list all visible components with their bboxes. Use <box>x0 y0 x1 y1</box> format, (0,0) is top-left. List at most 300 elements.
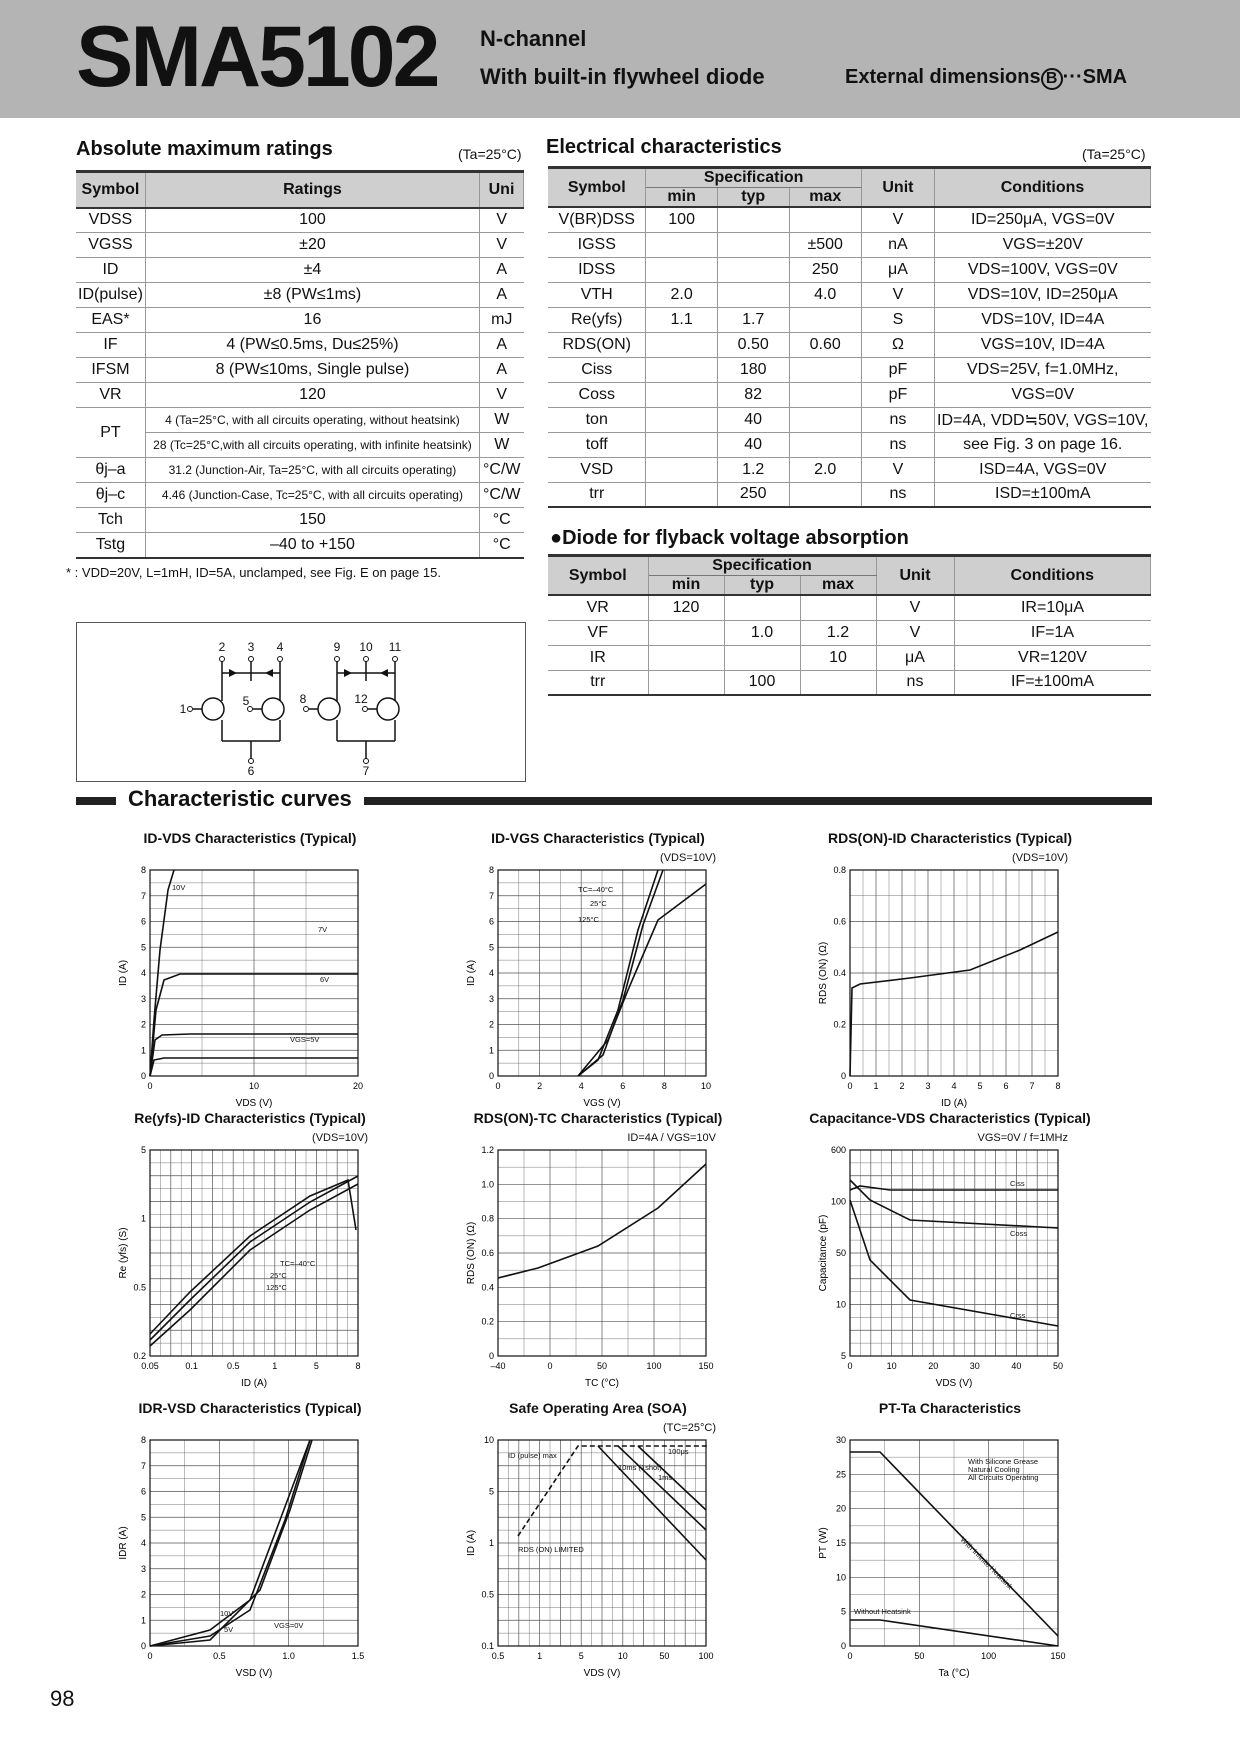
x-tick-label: 20 <box>352 1081 364 1091</box>
spec-cell <box>789 207 861 232</box>
curves-bar-left <box>76 797 116 805</box>
spec-cell: ID=250μA, VGS=0V <box>935 207 1151 232</box>
x-tick-label: 10 <box>700 1081 712 1091</box>
x-tick-label: 2 <box>537 1081 543 1091</box>
amr-note: * : VDD=20V, L=1mH, ID=5A, unclamped, see Fig. E on page 15. <box>66 565 441 580</box>
y-tick-label: 10 <box>835 1299 846 1310</box>
curve-label: TC=–40°C <box>280 1259 316 1268</box>
spec-cell: μA <box>876 645 954 670</box>
spec-row <box>548 482 1151 507</box>
spec-cell: trr <box>548 482 646 507</box>
y-axis-label: RDS (ON) (Ω) <box>818 941 829 1005</box>
x-tick-label: 0.05 <box>141 1361 159 1371</box>
spec-cell: 1.2 <box>717 457 789 482</box>
y-tick-label: 0.1 <box>481 1641 494 1651</box>
amr-cell: V <box>480 233 524 258</box>
spec-cell: S <box>861 307 934 332</box>
y-tick-label: 0 <box>840 1071 846 1081</box>
x-tick-label: 0 <box>847 1361 853 1371</box>
spec-cell: ISD=±100mA <box>935 482 1151 507</box>
amr-row <box>76 358 524 383</box>
curve-label: 5V <box>224 1625 234 1634</box>
curve-label: Without Heatsink <box>854 1607 911 1616</box>
ec-title: Electrical characteristics <box>546 136 782 158</box>
x-axis-label: VDS (V) <box>235 1098 273 1109</box>
amr-cond: (Ta=25°C) <box>458 146 522 162</box>
amr-cell: VR <box>76 383 145 408</box>
x-tick-label: 50 <box>1052 1361 1064 1371</box>
y-tick-label: 5 <box>840 1606 846 1617</box>
diode-h-typ: typ <box>724 576 800 596</box>
chart-svg <box>458 1434 726 1690</box>
chart-svg <box>110 1144 378 1400</box>
diode-h-spec: Specification <box>648 556 876 576</box>
curve-label: VGS=5V <box>290 1035 320 1044</box>
y-tick-label: 0 <box>140 1641 146 1651</box>
spec-cell <box>717 282 789 307</box>
x-tick-label: 0 <box>847 1651 853 1661</box>
spec-row <box>548 457 1151 482</box>
curve-label: 10V <box>220 1609 234 1618</box>
x-tick-label: –40 <box>490 1361 506 1371</box>
spec-cell: ns <box>876 670 954 695</box>
chart-title: Safe Operating Area (SOA) <box>509 1400 687 1416</box>
spec-row <box>548 282 1151 307</box>
spec-cell: 1.1 <box>646 307 717 332</box>
amr-cell: Tch <box>76 508 145 533</box>
ext-label: External dimensions <box>845 66 1041 88</box>
spec-cell: ±500 <box>789 232 861 257</box>
y-tick-label: 30 <box>835 1435 846 1445</box>
x-tick-label: 150 <box>1050 1651 1066 1661</box>
chart-title: Capacitance-VDS Characteristics (Typical) <box>809 1110 1091 1126</box>
spec-cell: Ciss <box>548 357 646 382</box>
spec-row <box>548 332 1151 357</box>
amr-cell: W <box>480 408 524 433</box>
spec-cell <box>800 595 876 620</box>
amr-row <box>76 283 524 308</box>
circuit-diagram <box>76 622 526 782</box>
chart-title: RDS(ON)-TC Characteristics (Typical) <box>473 1110 723 1126</box>
y-tick-label: 0.4 <box>833 968 846 978</box>
amr-cell: °C/W <box>480 458 524 483</box>
x-tick-label: 5 <box>313 1361 319 1371</box>
amr-row <box>76 383 524 408</box>
spec-cell: toff <box>548 432 646 457</box>
y-tick-label: 7 <box>140 890 146 901</box>
amr-cell: V <box>480 208 524 233</box>
x-tick-label: 0.5 <box>213 1651 226 1661</box>
pin-label: 9 <box>333 640 341 654</box>
y-axis-label: ID (A) <box>118 959 129 987</box>
spec-cell: VDS=100V, VGS=0V <box>935 257 1151 282</box>
amr-row <box>76 508 524 533</box>
amr-row <box>76 258 524 283</box>
spec-cell <box>789 382 861 407</box>
spec-cell <box>648 620 724 645</box>
x-tick-label: 4 <box>578 1081 584 1091</box>
diode-table <box>548 554 1151 696</box>
spec-cell: 100 <box>724 670 800 695</box>
spec-cell: VTH <box>548 282 646 307</box>
y-tick-label: 0 <box>140 1071 146 1081</box>
amr-cell: V <box>480 383 524 408</box>
spec-cell: VDS=10V, ID=250μA <box>935 282 1151 307</box>
amr-cell: Tstg <box>76 533 145 558</box>
amr-h-unit: Uni <box>480 172 524 208</box>
spec-row <box>548 307 1151 332</box>
x-axis-label: ID (A) <box>940 1098 968 1109</box>
pin-label: 4 <box>276 640 284 654</box>
pin-label: 6 <box>247 764 255 778</box>
pin-label: 2 <box>218 640 226 654</box>
spec-cell: Ω <box>861 332 934 357</box>
amr-cell: IF <box>76 333 145 358</box>
pin-label: 5 <box>242 694 250 708</box>
y-tick-label: 0.5 <box>481 1589 494 1600</box>
spec-cell: VSD <box>548 457 646 482</box>
spec-cell: ID=4A, VDD≒50V, VGS=10V, <box>935 407 1151 432</box>
ec-h-unit: Unit <box>861 168 934 208</box>
spec-cell: IR <box>548 645 648 670</box>
y-tick-label: 0.8 <box>833 865 846 875</box>
spec-cell: V <box>861 457 934 482</box>
y-tick-label: 15 <box>835 1538 846 1548</box>
x-tick-label: 3 <box>925 1081 931 1091</box>
curve-label: VGS=0V <box>274 1621 304 1630</box>
x-axis-label: VDS (V) <box>583 1668 621 1679</box>
x-tick-label: 8 <box>1055 1081 1061 1091</box>
spec-cell: ISD=4A, VGS=0V <box>935 457 1151 482</box>
y-tick-label: 1.0 <box>481 1179 494 1190</box>
spec-row <box>548 232 1151 257</box>
curve-label: 1ms <box>658 1473 673 1482</box>
curve-label: With Infinite Heatsink <box>958 1535 1015 1592</box>
y-axis-label: PT (W) <box>818 1527 829 1559</box>
amr-cell: ±8 (PW≤1ms) <box>145 283 479 308</box>
spec-cell: IDSS <box>548 257 646 282</box>
curve-label: 10V <box>172 883 186 892</box>
diode-h-min: min <box>648 576 724 596</box>
amr-cell: °C/W <box>480 483 524 508</box>
ec-table <box>548 166 1151 508</box>
ec-h-min: min <box>646 188 717 208</box>
amr-cell: 4 (Ta=25°C, with all circuits operating, without heatsink) <box>145 408 479 433</box>
spec-cell: 4.0 <box>789 282 861 307</box>
amr-cell: –40 to +150 <box>145 533 479 558</box>
x-tick-label: 40 <box>1011 1361 1022 1371</box>
x-tick-label: 50 <box>914 1651 925 1661</box>
chart-svg <box>110 1434 378 1690</box>
amr-cell: ±20 <box>145 233 479 258</box>
spec-cell: 1.2 <box>800 620 876 645</box>
spec-cell: 82 <box>717 382 789 407</box>
ec-cond: (Ta=25°C) <box>1082 146 1146 162</box>
curve-label: 10ms (1shot) <box>618 1463 662 1472</box>
pin-label: 11 <box>388 640 402 654</box>
spec-cell: V <box>861 282 934 307</box>
spec-row <box>548 382 1151 407</box>
amr-cell: A <box>480 333 524 358</box>
spec-cell: 10 <box>800 645 876 670</box>
page-number: 98 <box>50 1686 75 1711</box>
amr-cell: 120 <box>145 383 479 408</box>
curve-label: TC=–40°C <box>578 885 614 894</box>
spec-cell: 2.0 <box>646 282 717 307</box>
spec-cell <box>646 432 717 457</box>
y-tick-label: 600 <box>830 1145 846 1155</box>
chart-title: RDS(ON)-ID Characteristics (Typical) <box>827 830 1072 846</box>
y-tick-label: 5 <box>140 1145 146 1155</box>
amr-cell: VGSS <box>76 233 145 258</box>
x-tick-label: 10 <box>617 1651 628 1661</box>
spec-cell: nA <box>861 232 934 257</box>
y-tick-label: 7 <box>140 1460 146 1471</box>
y-tick-label: 5 <box>840 1351 846 1361</box>
spec-cell <box>717 207 789 232</box>
spec-cell <box>789 407 861 432</box>
ext-package: ···SMA <box>1062 66 1128 88</box>
y-tick-label: 0.6 <box>481 1248 494 1258</box>
x-tick-label: 150 <box>698 1361 714 1371</box>
amr-cell: θj–c <box>76 483 145 508</box>
amr-cell: 16 <box>145 308 479 333</box>
spec-cell: pF <box>861 357 934 382</box>
y-tick-label: 8 <box>140 865 146 875</box>
y-tick-label: 1.2 <box>481 1145 494 1155</box>
diode-h-cond: Conditions <box>954 556 1151 596</box>
chart-svg <box>810 864 1078 1120</box>
y-tick-label: 20 <box>835 1503 846 1514</box>
spec-cell <box>789 432 861 457</box>
spec-cell <box>646 407 717 432</box>
y-tick-label: 4 <box>140 1538 146 1548</box>
amr-cell: A <box>480 258 524 283</box>
x-tick-label: 1 <box>537 1651 543 1661</box>
external-dimensions <box>845 66 1127 90</box>
curve-label: 125°C <box>578 915 599 924</box>
spec-cell: 2.0 <box>789 457 861 482</box>
amr-cell: ±4 <box>145 258 479 283</box>
spec-row <box>548 595 1151 620</box>
x-tick-label: 1 <box>272 1361 278 1371</box>
spec-cell: IF=±100mA <box>954 670 1151 695</box>
y-axis-label: Re (yfs) (S) <box>118 1227 129 1279</box>
amr-cell: EAS* <box>76 308 145 333</box>
curve-label: 125°C <box>266 1283 287 1292</box>
chart-svg <box>110 864 378 1120</box>
y-tick-label: 50 <box>835 1248 846 1258</box>
chart-conditions: ID=4A / VGS=10V <box>627 1132 716 1144</box>
amr-row <box>76 233 524 258</box>
curve-label: 25°C <box>590 899 607 908</box>
amr-h-ratings: Ratings <box>145 172 479 208</box>
spec-cell: ton <box>548 407 646 432</box>
spec-cell: RDS(ON) <box>548 332 646 357</box>
amr-cell: IFSM <box>76 358 145 383</box>
x-tick-label: 6 <box>1003 1081 1009 1091</box>
y-tick-label: 10 <box>835 1572 846 1583</box>
spec-cell: IGSS <box>548 232 646 257</box>
spec-cell: V <box>876 620 954 645</box>
y-tick-label: 6 <box>488 916 494 927</box>
x-axis-label: TC (°C) <box>585 1378 619 1389</box>
chart-curve <box>578 884 706 1076</box>
x-tick-label: 50 <box>596 1361 608 1371</box>
x-tick-label: 50 <box>659 1651 670 1661</box>
spec-cell: 40 <box>717 432 789 457</box>
x-tick-label: 20 <box>928 1361 939 1371</box>
x-tick-label: 8 <box>355 1361 361 1371</box>
amr-table <box>76 170 524 559</box>
amr-row <box>76 408 524 433</box>
spec-row <box>548 432 1151 457</box>
curve-label: Natural Cooling <box>968 1465 1020 1474</box>
spec-cell: ns <box>861 432 934 457</box>
amr-cell: PT <box>76 408 145 458</box>
y-tick-label: 1 <box>488 1045 494 1056</box>
y-axis-label: ID (A) <box>466 1529 477 1557</box>
x-tick-label: 0 <box>547 1361 553 1371</box>
curve-label: 6V <box>320 975 330 984</box>
chart-curve <box>150 1180 356 1334</box>
curve-label: Crss <box>1010 1311 1026 1320</box>
x-tick-label: 0.1 <box>185 1361 198 1371</box>
spec-cell: 1.7 <box>717 307 789 332</box>
spec-cell: ns <box>861 482 934 507</box>
spec-cell: VGS=10V, ID=4A <box>935 332 1151 357</box>
amr-cell: A <box>480 358 524 383</box>
x-tick-label: 10 <box>886 1361 897 1371</box>
y-axis-label: IDR (A) <box>118 1526 129 1560</box>
amr-cell: 28 (Tc=25°C,with all circuits operating, with infinite heatsink) <box>145 433 479 458</box>
y-tick-label: 8 <box>140 1435 146 1445</box>
x-tick-label: 4 <box>951 1081 957 1091</box>
y-tick-label: 7 <box>488 890 494 901</box>
chart-title: PT-Ta Characteristics <box>878 1400 1022 1416</box>
spec-cell: 0.60 <box>789 332 861 357</box>
chart-title: ID-VGS Characteristics (Typical) <box>491 830 705 846</box>
y-tick-label: 0.2 <box>833 1019 846 1030</box>
spec-cell <box>724 645 800 670</box>
spec-cell <box>648 670 724 695</box>
chart-svg <box>458 1144 726 1400</box>
x-tick-label: 100 <box>698 1651 714 1661</box>
pin-label: 12 <box>354 692 368 706</box>
y-tick-label: 8 <box>488 865 494 875</box>
x-axis-label: VGS (V) <box>583 1098 621 1109</box>
y-tick-label: 6 <box>140 1486 146 1497</box>
chart-conditions: (TC=25°C) <box>663 1422 716 1434</box>
x-tick-label: 10 <box>248 1081 260 1091</box>
spec-cell: VR=120V <box>954 645 1151 670</box>
curve-label: RDS (ON) LIMITED <box>518 1545 584 1554</box>
amr-cell: 31.2 (Junction-Air, Ta=25°C, with all circuits operating) <box>145 458 479 483</box>
spec-row <box>548 645 1151 670</box>
amr-cell: VDSS <box>76 208 145 233</box>
pin-label: 7 <box>362 764 370 778</box>
x-axis-label: Ta (°C) <box>938 1668 970 1679</box>
curve-label: 25°C <box>270 1271 287 1280</box>
y-tick-label: 3 <box>140 993 146 1004</box>
spec-row <box>548 670 1151 695</box>
amr-cell: °C <box>480 508 524 533</box>
spec-cell: V <box>861 207 934 232</box>
x-tick-label: 2 <box>899 1081 905 1091</box>
y-tick-label: 1 <box>140 1615 146 1626</box>
x-tick-label: 100 <box>981 1651 997 1661</box>
amr-row <box>76 208 524 233</box>
spec-cell: 0.50 <box>717 332 789 357</box>
y-tick-label: 2 <box>488 1019 494 1030</box>
y-tick-label: 3 <box>488 993 494 1004</box>
y-tick-label: 5 <box>488 942 494 953</box>
curve-label: 7V <box>318 925 328 934</box>
x-tick-label: 7 <box>1029 1081 1035 1091</box>
y-tick-label: 100 <box>830 1196 846 1207</box>
pin-label: 8 <box>299 692 307 706</box>
y-tick-label: 0.8 <box>481 1213 494 1224</box>
x-tick-label: 1 <box>873 1081 879 1091</box>
y-tick-label: 1 <box>140 1213 146 1224</box>
curve-label: 100μs <box>668 1447 689 1456</box>
chart-conditions: (VDS=10V) <box>660 852 716 864</box>
amr-cell: 4 (PW≤0.5ms, Du≤25%) <box>145 333 479 358</box>
amr-row <box>76 458 524 483</box>
chart-title: Re(yfs)-ID Characteristics (Typical) <box>134 1110 366 1126</box>
spec-cell: Re(yfs) <box>548 307 646 332</box>
x-tick-label: 1.5 <box>351 1651 365 1661</box>
amr-h-symbol: Symbol <box>76 172 145 208</box>
y-tick-label: 0 <box>840 1641 846 1651</box>
spec-cell: VDS=10V, ID=4A <box>935 307 1151 332</box>
pin-label: 10 <box>359 640 373 654</box>
x-tick-label: 5 <box>977 1081 983 1091</box>
spec-cell <box>646 482 717 507</box>
spec-row <box>548 620 1151 645</box>
spec-cell: Coss <box>548 382 646 407</box>
spec-cell: VDS=25V, f=1.0MHz, <box>935 357 1151 382</box>
x-tick-label: 0.5 <box>491 1651 505 1661</box>
ec-h-symbol: Symbol <box>548 168 646 208</box>
y-tick-label: 1 <box>488 1538 494 1548</box>
y-tick-label: 5 <box>140 942 146 953</box>
circuit-svg <box>77 623 527 783</box>
spec-cell <box>646 332 717 357</box>
spec-cell <box>724 595 800 620</box>
y-tick-label: 0 <box>488 1071 494 1081</box>
spec-cell: see Fig. 3 on page 16. <box>935 432 1151 457</box>
amr-title: Absolute maximum ratings <box>76 138 333 160</box>
spec-cell: VGS=0V <box>935 382 1151 407</box>
ec-h-cond: Conditions <box>935 168 1151 208</box>
y-tick-label: 0.6 <box>833 916 846 927</box>
y-tick-label: 5 <box>140 1512 146 1523</box>
part-number: SMA5102 <box>76 9 438 105</box>
spec-cell: trr <box>548 670 648 695</box>
spec-cell: V <box>876 595 954 620</box>
amr-cell: mJ <box>480 308 524 333</box>
y-tick-label: 0 <box>488 1351 494 1361</box>
amr-cell: W <box>480 433 524 458</box>
y-tick-label: 0.5 <box>133 1282 146 1293</box>
spec-cell: 40 <box>717 407 789 432</box>
x-tick-label: 0 <box>495 1081 501 1091</box>
spec-cell: ns <box>861 407 934 432</box>
y-tick-label: 0.4 <box>481 1282 494 1293</box>
x-tick-label: 30 <box>969 1361 980 1371</box>
x-tick-label: 8 <box>661 1081 667 1091</box>
